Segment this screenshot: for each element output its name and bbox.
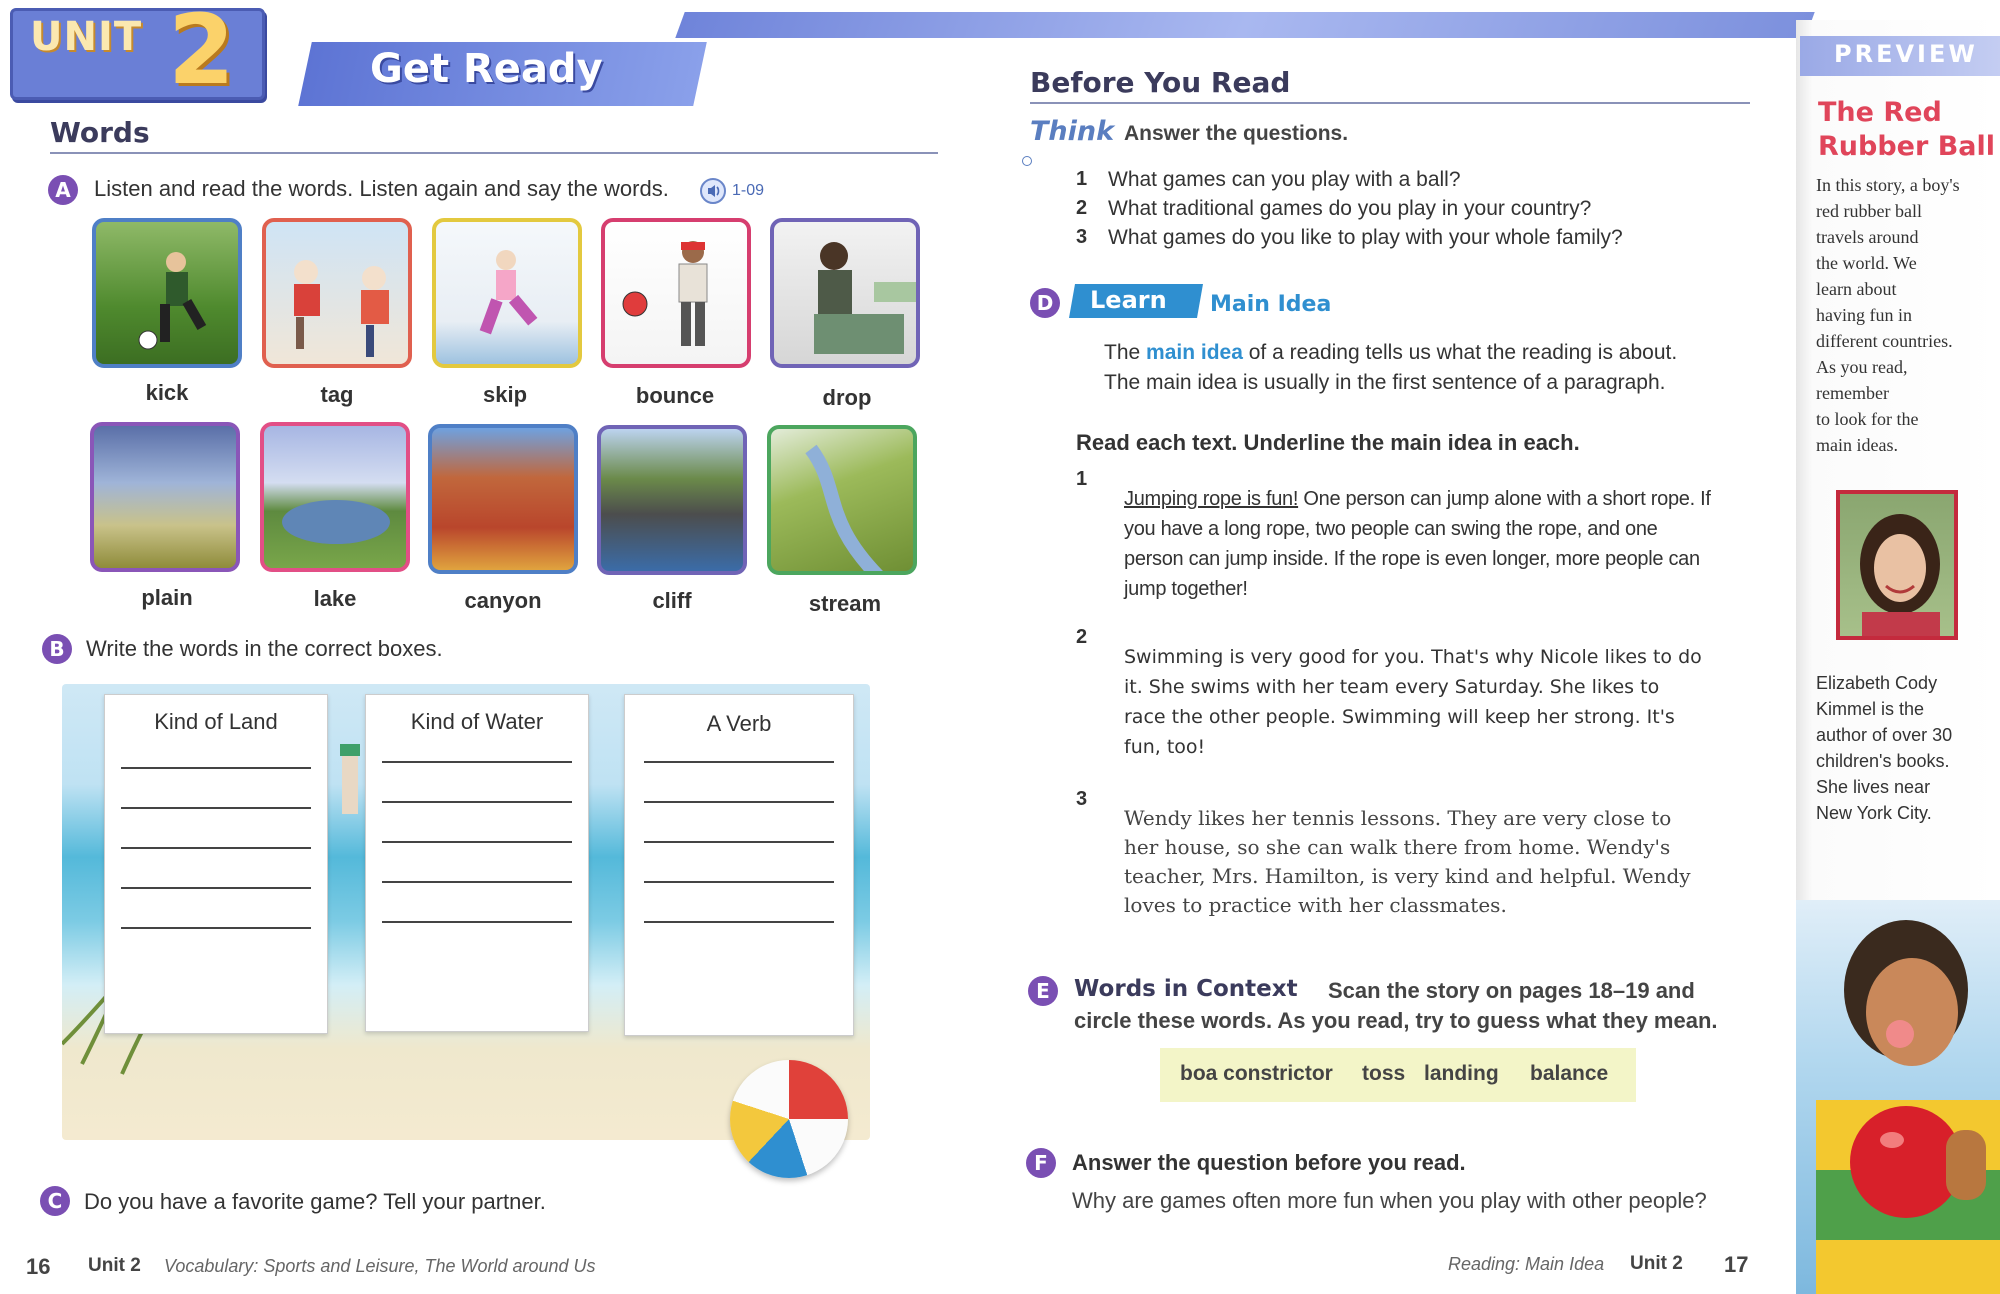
question-text: What games can you play with a ball?	[1108, 168, 1461, 191]
activity-f-badge: F	[1026, 1148, 1056, 1178]
question-number: 3	[1076, 226, 1088, 248]
story-blurb: In this story, a boy's red rubber ball travels around the world. We learn about having fun in different countries. As you read, remember to look for the main ideas.	[1816, 175, 1960, 455]
reading-task: Read each text. Underline the main idea in each.	[1076, 430, 1580, 455]
word-label: bounce	[635, 383, 715, 408]
learn-label: Learn	[1090, 286, 1167, 314]
activity-c-instruction: Do you have a favorite game? Tell your partner.	[84, 1189, 546, 1214]
vocab-word: balance	[1530, 1062, 1609, 1085]
photo-tag	[262, 218, 412, 368]
word-label: drop	[822, 385, 872, 410]
photo-stream	[767, 425, 917, 575]
text-number: 2	[1076, 626, 1088, 648]
activity-a-badge: A	[48, 175, 78, 205]
word-label: lake	[313, 586, 357, 611]
audio-icon[interactable]	[700, 178, 726, 204]
section-title: Get Ready	[370, 46, 603, 92]
write-line[interactable]	[644, 921, 834, 923]
top-banner-strip	[675, 12, 1814, 38]
photo-canyon	[428, 424, 578, 574]
write-line[interactable]	[121, 847, 311, 849]
activity-d-badge: D	[1030, 288, 1060, 318]
write-line[interactable]	[121, 887, 311, 889]
story-title: The Red Rubber Ball	[1818, 97, 1996, 162]
write-line[interactable]	[121, 767, 311, 769]
box-title: Kind of Land	[154, 709, 278, 734]
main-idea-definition: The main idea of a reading tells us what the reading is about.	[1104, 341, 1678, 364]
footer-unit-left: Unit 2	[88, 1255, 141, 1276]
photo-plain	[90, 422, 240, 572]
box-title: A Verb	[706, 711, 772, 736]
word-label: plain	[141, 585, 193, 610]
footer-unit-right: Unit 2	[1630, 1253, 1683, 1274]
write-line[interactable]	[382, 841, 572, 843]
unit-label: UNIT	[30, 14, 143, 60]
write-line[interactable]	[644, 761, 834, 763]
activity-f-title: Answer the question before you read.	[1072, 1150, 1466, 1175]
words-heading: Words	[50, 116, 150, 149]
activity-a-instruction: Listen and read the words. Listen again and say the words.	[94, 176, 669, 201]
preview-label: PREVIEW	[1834, 40, 1978, 68]
page-number-left: 16	[26, 1254, 51, 1279]
main-idea-rule: The main idea is usually in the first sentence of a paragraph.	[1104, 371, 1666, 394]
box-title: Kind of Water	[410, 709, 544, 734]
activity-e-instruction-a: Scan the story on pages 18–19 and	[1328, 978, 1695, 1003]
question-number: 1	[1076, 168, 1088, 190]
activity-e-instruction-b: circle these words. As you read, try to guess what they mean.	[1074, 1008, 1718, 1033]
photo-cliff	[597, 425, 747, 575]
question-text: What traditional games do you play in your country?	[1108, 197, 1592, 220]
photo-kick	[92, 218, 242, 368]
beach-ball-icon	[730, 1060, 848, 1178]
write-line[interactable]	[382, 801, 572, 803]
heading-rule	[50, 152, 938, 154]
word-box-land	[104, 694, 328, 1034]
think-label: Think	[1030, 116, 1115, 147]
write-line[interactable]	[644, 841, 834, 843]
words-in-context-title: Words in Context	[1074, 976, 1298, 1002]
word-label: cliff	[652, 588, 692, 613]
page-number-right: 17	[1724, 1252, 1749, 1277]
before-you-read-heading: Before You Read	[1030, 66, 1291, 99]
think-instruction: Answer the questions.	[1124, 122, 1349, 145]
unit-number: 2	[168, 0, 235, 106]
question-number: 2	[1076, 197, 1088, 219]
reading-text-2: Swimming is very good for you. That's why Nicole likes to do it. She swims with her team every Saturday. She likes to race the other people. Swimming will keep her strong. It's fun, too!	[1124, 646, 1702, 758]
photo-bounce	[601, 218, 751, 368]
word-box-water	[365, 694, 589, 1032]
text-number: 3	[1076, 788, 1088, 810]
main-idea-term: main idea	[1146, 341, 1243, 364]
track-number: 1-09	[732, 182, 765, 199]
write-line[interactable]	[382, 921, 572, 923]
photo-skip	[432, 218, 582, 368]
vocab-word: toss	[1362, 1062, 1406, 1085]
word-label: canyon	[464, 588, 542, 613]
word-label: stream	[808, 591, 882, 616]
author-photo	[1836, 490, 1958, 640]
footer-topic-right: Reading: Main Idea	[1448, 1254, 1605, 1274]
write-line[interactable]	[644, 881, 834, 883]
word-box-verb	[624, 694, 854, 1036]
activity-f-question: Why are games often more fun when you play with other people?	[1072, 1188, 1707, 1213]
photo-drop	[770, 218, 920, 368]
write-line[interactable]	[644, 801, 834, 803]
question-text: What games do you like to play with your whole family?	[1108, 226, 1623, 249]
reading-text-3: Wendy likes her tennis lessons. They are very close to her house, so she can walk there from home. Wendy's teacher, Mrs. Hamilton, is very kind and helpful. Wendy loves to practice with her classmates.	[1124, 806, 1691, 917]
write-line[interactable]	[382, 881, 572, 883]
write-line[interactable]	[382, 761, 572, 763]
photo-lake	[260, 422, 410, 572]
author-bio: Elizabeth Cody Kimmel is the author of over 30 children's books. She lives near New York City.	[1816, 673, 1953, 823]
footer-topic-left: Vocabulary: Sports and Leisure, The World around Us	[164, 1256, 596, 1276]
word-label: tag	[320, 382, 354, 407]
text-number: 1	[1076, 468, 1088, 490]
underlined-main-idea: Jumping rope is fun!	[1124, 488, 1299, 510]
write-line[interactable]	[121, 927, 311, 929]
activity-b-instruction: Write the words in the correct boxes.	[86, 636, 443, 661]
boy-with-ball-illustration	[1796, 900, 2000, 1294]
word-label: kick	[145, 380, 189, 405]
write-line[interactable]	[121, 807, 311, 809]
activity-c-badge: C	[40, 1186, 70, 1216]
vocab-word: landing	[1424, 1062, 1499, 1085]
vocab-word: boa constrictor	[1180, 1062, 1333, 1085]
reading-text-1: Jumping rope is fun! One person can jump alone with a short rope. If you have a long rope, two people can swing the rope, and one person can jump inside. If the rope is even longer, more people can jump together!	[1124, 488, 1711, 600]
word-label: skip	[482, 382, 528, 407]
learn-topic: Main Idea	[1210, 292, 1332, 317]
vocab-word-box	[1160, 1048, 1636, 1102]
activity-e-badge: E	[1028, 976, 1058, 1006]
heading-rule	[1030, 102, 1750, 104]
activity-b-badge: B	[42, 634, 72, 664]
thought-bubble-icon	[1022, 156, 1032, 166]
